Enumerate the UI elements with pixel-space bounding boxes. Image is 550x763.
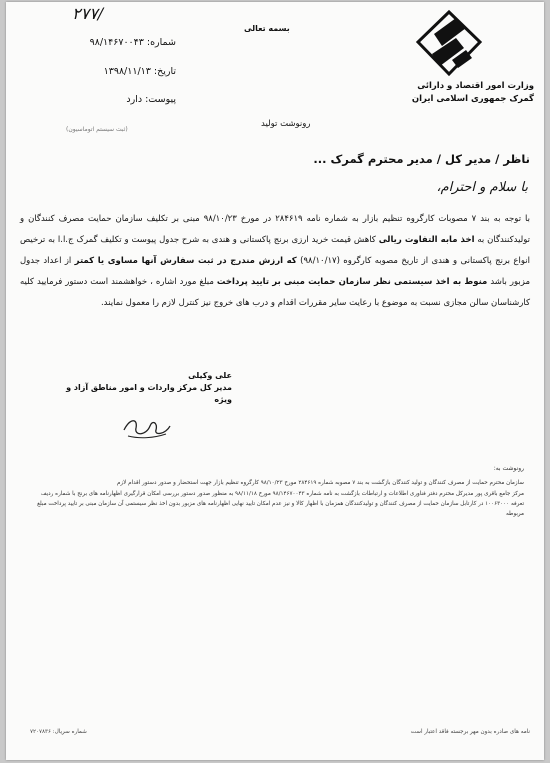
body-bold-1: اخذ مابه التفاوت ریالی <box>378 235 475 245</box>
letter-attachment: پیوست: دارد <box>126 94 176 105</box>
body-text-2: کاهش قیمت خرید ارزی برنج پاکستانی و هندی به شرح جدول پیوست و تکلیف گمرک ج.ا.ا به ترخیص انواع برنج پاکستانی و هندی از تاریخ مصوبه کارگروه (۹۸/۱۰/۱۷) <box>20 235 530 266</box>
copy-note: رونوشت تولید <box>261 119 311 129</box>
body-text-3: از اعداد جدول مزبور باشد <box>20 256 531 287</box>
letter-number: شماره: ۹۸/۱۴۶۷۰۰۴۳ <box>89 37 176 48</box>
automation-stamp-note: (ثبت سیستم اتوماسیون) <box>66 126 128 133</box>
cc-item: مرکز جامع باقری پور مدیرکل محترم دفتر فناوری اطلاعات و ارتباطات بازگشت به نامه شماره ۹۸/۱۴۶۷۰۰۴۳ مورخ ۹۸/۱۱/۱۸ به منظور صدور دستور بررسی امکان قرارگیری اظهارنامه های برنج با شماره ردیف تعرفه ۱۰۰۶۳۰۰۰ در کارتابل سازمان حمایت از مصرف کنندگان و تولیدکنندگان همزمان با اظهار کالا و نیز عدم امکان تایید نهایی اظهارنامه های مزبور بدون اخذ نظر سیستمی آن سازمان مبنی بر تایید پرداخت مبلغ مربوطه <box>37 491 524 517</box>
letter-page <box>6 2 544 760</box>
greeting: با سلام و احترام، <box>436 180 528 195</box>
handwritten-signature-icon <box>116 412 176 442</box>
ministry-line-1: وزارت امور اقتصاد و دارائی <box>417 81 534 91</box>
handwritten-number: ۲۷۷/ <box>72 4 104 23</box>
body-bold-2: که ارزش مندرج در ثبت سفارش آنها مساوی یا کمتر <box>74 256 297 266</box>
customs-logo-icon <box>414 8 484 80</box>
body-bold-3: منوط به اخذ سیستمی نظر سازمان حمایت مبنی بر تایید پرداخت <box>216 277 488 287</box>
serial-number: شماره سریال: ۷۲۰۷۸۳۶ <box>30 729 87 735</box>
bismillah: بسمه تعالی <box>244 24 290 33</box>
letter-date: تاریخ: ۱۳۹۸/۱۱/۱۳ <box>103 66 176 77</box>
footer-note: نامه های صادره بدون مهر برجسته فاقد اعتبار است <box>410 729 530 735</box>
cc-list <box>34 478 524 520</box>
signer-name: علی وکیلی <box>188 371 232 380</box>
signature-block <box>62 370 232 406</box>
ministry-line-2: گمرک جمهوری اسلامی ایران <box>411 94 534 104</box>
body-text-1: با توجه به بند ۷ مصوبات کارگروه تنظیم بازار به شماره نامه ۲۸۴۶۱۹ در مورخ ۹۸/۱۰/۲۳ مبنی بر تکلیف سازمان حمایت مصرف کنندگان و تولیدکنندگان به <box>20 214 531 245</box>
signer-title: مدیر کل مرکز واردات و امور مناطق آزاد و ویژه <box>66 383 232 404</box>
letter-body <box>20 209 530 314</box>
body-text-4: مبلغ مورد اشاره ، خواهشمند است دستور فرمایید کلیه کارشناسان سالن مجازی نسبت به موضوع با رعایت سایر مقررات اقدام و درب های خروج نیز کنترل لازم را معمول نمایند. <box>20 277 530 308</box>
ministry-name <box>334 80 534 106</box>
addressee: ناظر / مدیر کل / مدیر محترم گمرک ... <box>313 152 530 166</box>
cc-item: سازمان محترم حمایت از مصرف کنندگان و تولید کنندگان بازگشت به بند ۷ مصوبه شماره ۲۸۴۶۱۹ مورخ ۹۸/۱۰/۲۳ کارگروه تنظیم بازار جهت استحضار و صدور دستور اقدام لازم <box>116 480 524 486</box>
cc-title: رونوشت به: <box>493 465 524 472</box>
